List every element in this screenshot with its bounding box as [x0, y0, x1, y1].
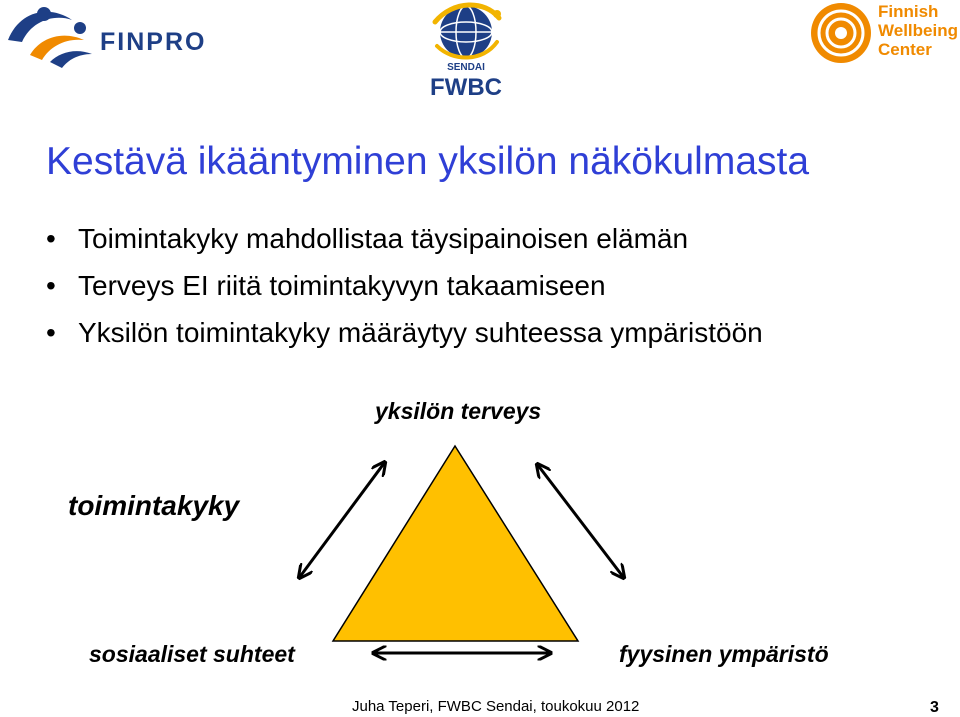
fwbc-logo-subtext: SENDAI	[447, 62, 485, 73]
bullet-text: Yksilön toimintakyky määräytyy suhteessa ympäristöön	[78, 317, 763, 348]
slide-title: Kestävä ikääntyminen yksilön näkökulmasta	[46, 140, 810, 183]
fwc-line-3: Center	[878, 40, 932, 59]
bullet-text: Terveys EI riitä toimintakyvyn takaamiseen	[78, 270, 606, 301]
label-physical-environment: fyysinen ympäristö	[619, 641, 829, 667]
page-number: 3	[930, 699, 939, 716]
left-double-arrow	[299, 462, 385, 578]
footer-text: Juha Teperi, FWBC Sendai, toukokuu 2012	[352, 698, 640, 715]
label-social-relations: sosiaaliset suhteet	[89, 641, 295, 667]
label-individual-health: yksilön terveys	[375, 398, 542, 424]
fwbc-logo-text: FWBC	[430, 74, 502, 101]
bullet-dot-icon: •	[46, 223, 56, 254]
finpro-logo-text: FINPRO	[100, 28, 207, 56]
fwc-line-1: Finnish	[878, 2, 939, 21]
bullet-dot-icon: •	[46, 270, 56, 301]
bullet-dot-icon: •	[46, 317, 56, 348]
label-functional-capacity: toimintakyky	[68, 490, 240, 521]
fwc-line-2: Wellbeing	[878, 21, 958, 40]
bullet-text: Toimintakyky mahdollistaa täysipainoisen elämän	[78, 223, 689, 254]
triangle-shape	[333, 446, 578, 641]
right-double-arrow	[537, 464, 624, 578]
